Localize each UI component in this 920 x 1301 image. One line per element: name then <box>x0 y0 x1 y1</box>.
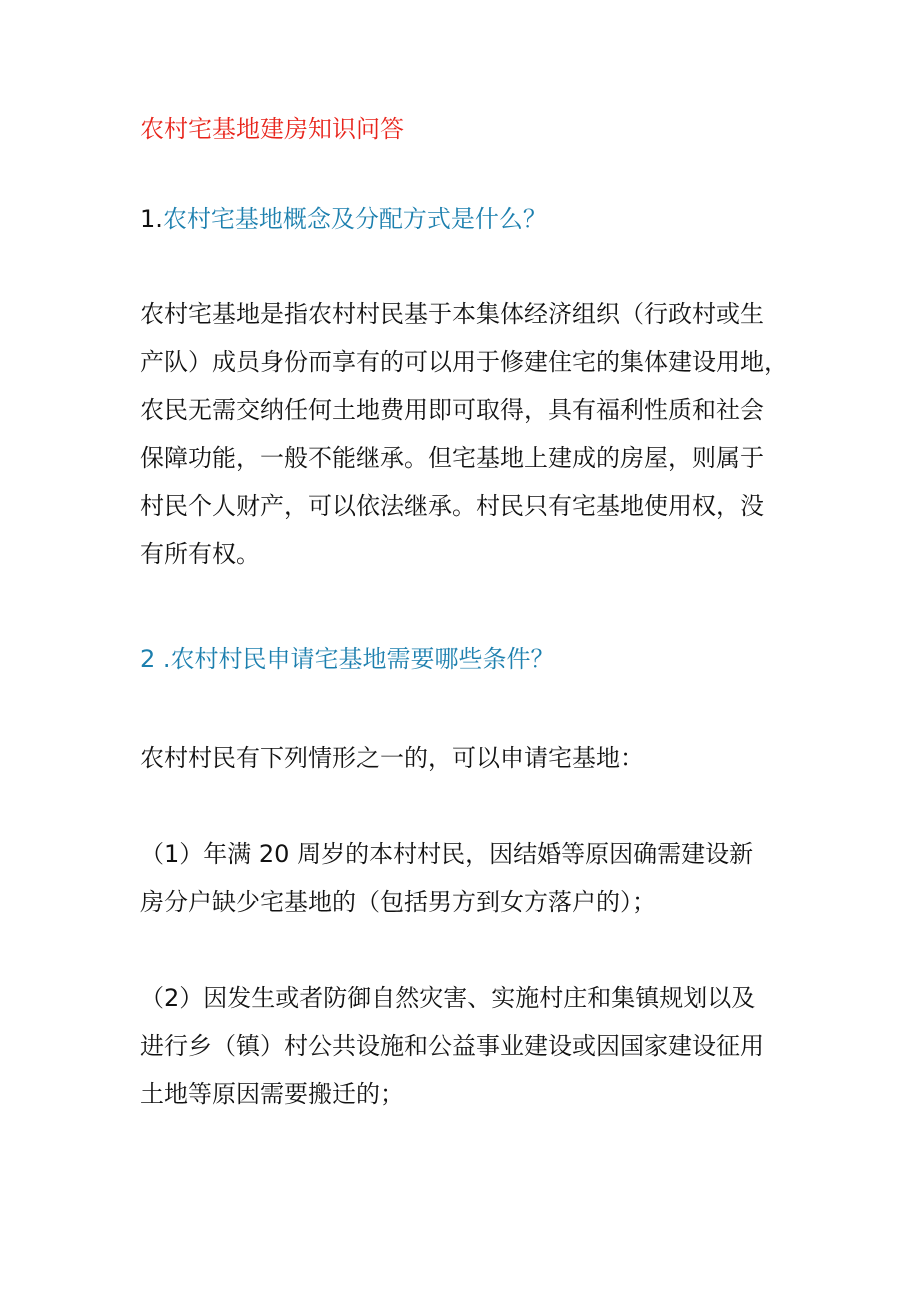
condition-item-2-line: （2）因发生或者防御自然灾害、实施村庄和集镇规划以及 <box>140 984 756 1012</box>
question-2-heading: 2 .农村村民申请宅基地需要哪些条件？ <box>140 645 555 673</box>
condition-item-2-line: 进行乡（镇）村公共设施和公益事业建设或因国家建设征用 <box>140 1032 764 1060</box>
answer-1-line: 村民个人财产，可以依法继承。村民只有宅基地使用权，没 <box>140 492 764 520</box>
answer-1-line: 保障功能，一般不能继承。但宅基地上建成的房屋，则属于 <box>140 444 764 472</box>
condition-item-2 <box>140 974 790 1118</box>
condition-item-1 <box>140 830 790 926</box>
document-title: 农村宅基地建房知识问答 <box>140 115 404 143</box>
answer-1-paragraph <box>140 290 790 578</box>
question-1-number: 1. <box>140 205 163 233</box>
question-1-heading <box>140 202 547 236</box>
condition-item-1-line: （1）年满 20 周岁的本村村民，因结婚等原因确需建设新 <box>140 840 754 868</box>
answer-1-line: 农民无需交纳任何土地费用即可取得，具有福利性质和社会 <box>140 396 764 424</box>
question-1-text: 农村宅基地概念及分配方式是什么？ <box>162 205 547 233</box>
condition-item-1-line: 房分户缺少宅基地的（包括男方到女方落户的）； <box>140 888 656 916</box>
answer-2-intro-line: 农村村民有下列情形之一的，可以申请宅基地： <box>140 744 644 772</box>
answer-2-intro <box>140 734 790 782</box>
answer-1-line: 有所有权。 <box>140 540 260 568</box>
answer-1-line: 产队）成员身份而享有的可以用于修建住宅的集体建设用地， <box>140 348 788 376</box>
condition-item-2-line: 土地等原因需要搬迁的； <box>140 1080 404 1108</box>
answer-1-line: 农村宅基地是指农村村民基于本集体经济组织（行政村或生 <box>140 300 764 328</box>
